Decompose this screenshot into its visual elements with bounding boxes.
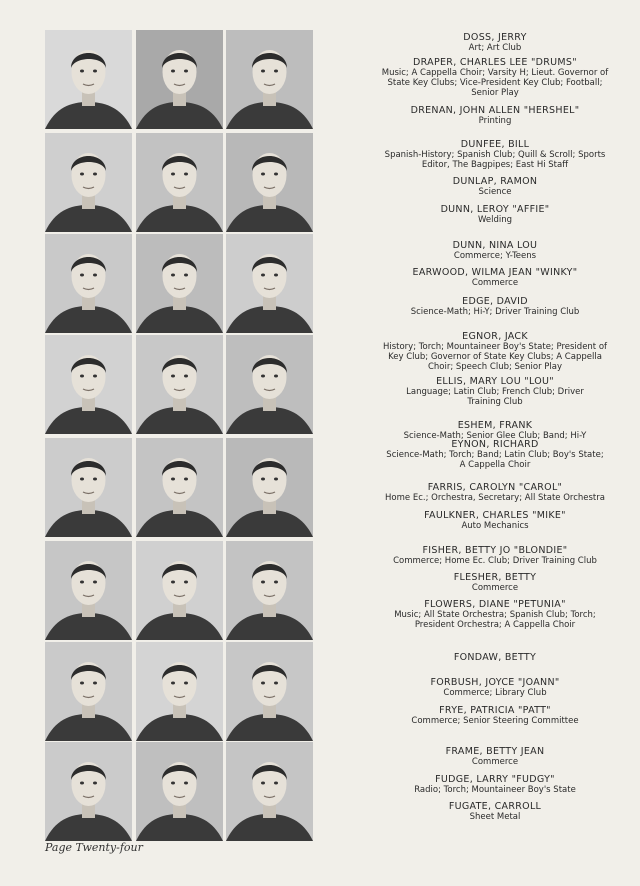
student-name: EARWOOD, WILMA JEAN "WINKY"	[412, 267, 578, 278]
student-portrait	[45, 234, 132, 333]
student-portrait	[226, 335, 313, 434]
student-entry	[345, 706, 640, 726]
student-activities: Music; All State Orchestra; Spanish Club; Torch;	[394, 610, 596, 620]
student-activities: Spanish-History; Spanish Club; Quill & Scroll; Sports	[384, 150, 606, 160]
student-activities: Commerce; Home Ec. Club; Driver Training Club	[393, 556, 597, 566]
student-entry	[345, 546, 640, 566]
student-portrait	[45, 133, 132, 232]
student-name: FARRIS, CAROLYN "CAROL"	[427, 482, 563, 493]
student-entry	[345, 177, 640, 197]
student-portrait	[226, 30, 313, 129]
student-portrait	[136, 541, 223, 640]
page-number: Page Twenty-four	[45, 841, 143, 854]
student-activities: Science-Math; Torch; Band; Latin Club; Boy's State;	[386, 450, 604, 460]
student-entry	[345, 747, 640, 767]
student-name: FISHER, BETTY JO "BLONDIE"	[422, 545, 568, 556]
student-activities: Science-Math; Hi-Y; Driver Training Club	[410, 307, 580, 317]
student-activities: Music; A Cappella Choir; Varsity H; Lieut. Governor of	[381, 68, 609, 78]
student-name: DOSS, JERRY	[463, 32, 527, 43]
student-name: FLOWERS, DIANE "PETUNIA"	[424, 599, 566, 610]
student-entry	[345, 653, 640, 663]
student-portrait	[136, 742, 223, 841]
student-activities: Science-Math; Senior Glee Club; Band; Hi-Y	[403, 431, 587, 441]
student-activities: Welding	[477, 215, 513, 225]
student-entry	[345, 58, 640, 98]
student-name: ELLIS, MARY LOU "LOU"	[436, 376, 554, 387]
student-activities: Radio; Torch; Mountaineer Boy's State	[414, 785, 576, 795]
student-entry	[345, 678, 640, 698]
student-activities: Commerce; Y-Teens	[453, 251, 537, 261]
portrait-grid	[45, 30, 315, 836]
student-entry	[345, 440, 640, 470]
student-entry	[345, 297, 640, 317]
student-activities: President Orchestra; A Cappella Choir	[414, 620, 576, 630]
student-activities: A Cappella Choir	[459, 460, 531, 470]
student-portrait	[226, 234, 313, 333]
student-entry	[345, 33, 640, 53]
student-portrait	[226, 742, 313, 841]
student-name: DUNN, NINA LOU	[452, 240, 538, 251]
student-portrait	[136, 133, 223, 232]
student-activities: Choir; Speech Club; Senior Play	[427, 362, 563, 372]
student-entry	[345, 775, 640, 795]
student-activities: Commerce; Senior Steering Committee	[411, 716, 579, 726]
student-activities: Science	[478, 187, 512, 197]
student-portrait	[136, 30, 223, 129]
student-name: FUDGE, LARRY "FUDGY"	[435, 774, 555, 785]
student-entry	[345, 802, 640, 822]
student-portrait	[45, 742, 132, 841]
student-activities: Key Club; Governor of State Key Clubs; A Cappella	[388, 352, 602, 362]
student-name: FRAME, BETTY JEAN	[445, 746, 545, 757]
student-entry	[345, 205, 640, 225]
student-entries	[345, 0, 640, 886]
student-name: DUNFEE, BILL	[460, 139, 530, 150]
student-portrait	[226, 438, 313, 537]
student-portrait	[45, 335, 132, 434]
student-portrait	[136, 234, 223, 333]
student-entry	[345, 241, 640, 261]
student-name: EGNOR, JACK	[462, 331, 528, 342]
student-activities: Senior Play	[471, 88, 519, 98]
student-name: FORBUSH, JOYCE "JOANN"	[430, 677, 560, 688]
student-portrait	[45, 30, 132, 129]
student-entry	[345, 332, 640, 372]
student-activities: Training Club	[467, 397, 523, 407]
student-portrait	[226, 133, 313, 232]
student-name: FONDAW, BETTY	[453, 652, 537, 663]
student-portrait	[226, 541, 313, 640]
student-activities: Editor, The Bagpipes; East Hi Staff	[421, 160, 569, 170]
student-activities: Art; Art Club	[468, 43, 522, 53]
student-activities: Language; Latin Club; French Club; Driver	[406, 387, 584, 397]
student-activities: State Key Clubs; Vice-President Key Club; Football;	[387, 78, 603, 88]
student-name: EYNON, RICHARD	[451, 439, 539, 450]
student-portrait	[45, 438, 132, 537]
student-portrait	[45, 642, 132, 741]
student-name: FLESHER, BETTY	[453, 572, 537, 583]
student-entry	[345, 140, 640, 170]
student-name: FUGATE, CARROLL	[448, 801, 542, 812]
student-entry	[345, 573, 640, 593]
student-portrait	[136, 335, 223, 434]
student-activities: Printing	[478, 116, 512, 126]
student-name: FRYE, PATRICIA "PATT"	[439, 705, 551, 716]
student-entry	[345, 600, 640, 630]
student-activities: Auto Mechanics	[461, 521, 529, 531]
student-name: DUNLAP, RAMON	[452, 176, 538, 187]
student-name: DUNN, LEROY "AFFIE"	[440, 204, 550, 215]
student-entry	[345, 511, 640, 531]
student-name: ESHEM, FRANK	[457, 420, 533, 431]
student-entry	[345, 268, 640, 288]
student-name: DRAPER, CHARLES LEE "DRUMS"	[413, 57, 577, 68]
student-portrait	[136, 642, 223, 741]
student-activities: Commerce	[471, 583, 519, 593]
student-activities: Home Ec.; Orchestra, Secretary; All State Orchestra	[385, 493, 605, 503]
student-activities: History; Torch; Mountaineer Boy's State; President of	[382, 342, 608, 352]
student-entry	[345, 421, 640, 441]
student-activities: Commerce; Library Club	[443, 688, 547, 698]
student-portrait	[226, 642, 313, 741]
student-activities: Sheet Metal	[469, 812, 521, 822]
student-entry	[345, 377, 640, 407]
student-name: EDGE, DAVID	[462, 296, 528, 307]
student-activities: Commerce	[471, 757, 519, 767]
student-entry	[345, 483, 640, 503]
student-portrait	[45, 541, 132, 640]
student-portrait	[136, 438, 223, 537]
student-name: DRENAN, JOHN ALLEN "HERSHEL"	[410, 105, 580, 116]
student-name: FAULKNER, CHARLES "MIKE"	[424, 510, 566, 521]
student-activities: Commerce	[471, 278, 519, 288]
student-entry	[345, 106, 640, 126]
